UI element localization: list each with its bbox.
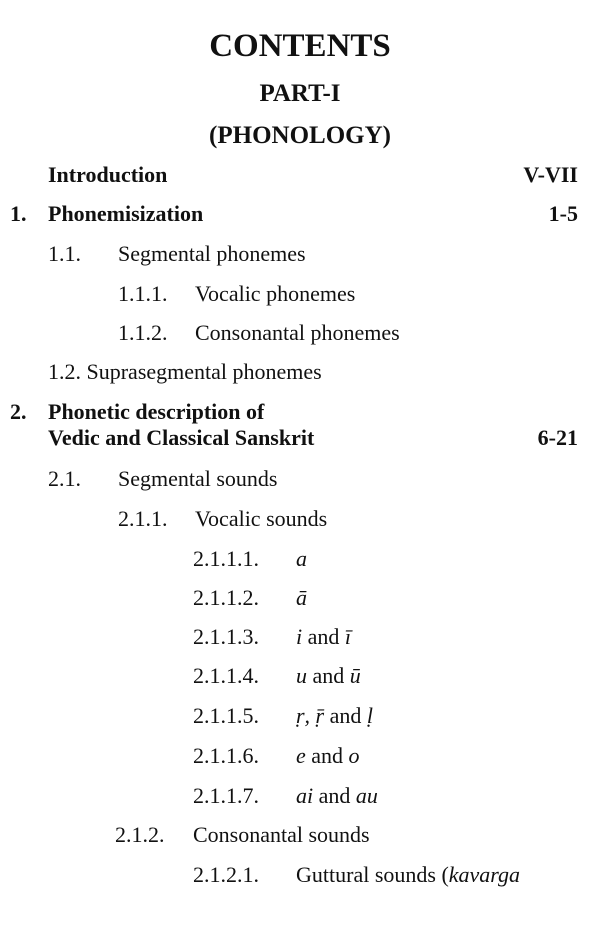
- toc-number: 2.1.1.: [118, 506, 168, 531]
- toc-label: [296, 624, 351, 650]
- toc-label: Vocalic phonemes: [195, 281, 356, 306]
- sanskrit-term: ū: [349, 663, 361, 688]
- toc-label-line-1: Phonetic description of: [48, 399, 265, 424]
- toc-number: 1.1.2.: [118, 320, 168, 345]
- toc-label: [296, 546, 307, 572]
- sanskrit-term: au: [355, 783, 378, 808]
- toc-label: [296, 663, 361, 689]
- toc-number: 2.1.1.6.: [193, 743, 259, 768]
- toc-number: 1.: [10, 201, 27, 226]
- toc-number: 1.1.1.: [118, 281, 168, 306]
- toc-label: Introduction: [48, 162, 168, 187]
- label-text: Guttural sounds (: [296, 862, 449, 887]
- toc-label: Consonantal phonemes: [195, 320, 400, 345]
- conjunction: and: [305, 743, 349, 768]
- sanskrit-term: ḷ: [366, 703, 374, 728]
- toc-number: 2.1.1.2.: [193, 585, 259, 610]
- page-title: CONTENTS: [209, 28, 391, 64]
- toc-label: 1.2. Suprasegmental phonemes: [48, 359, 322, 384]
- toc-label: Segmental phonemes: [118, 241, 306, 266]
- sanskrit-term: a: [296, 546, 307, 571]
- toc-number: 2.: [10, 399, 27, 424]
- toc-number: 2.1.2.: [115, 822, 165, 847]
- toc-page-range: 1-5: [548, 201, 578, 226]
- toc-label: Consonantal sounds: [193, 822, 370, 847]
- toc-number: 2.1.2.1.: [193, 862, 259, 887]
- toc-label: Segmental sounds: [118, 466, 278, 491]
- toc-label: [296, 743, 360, 769]
- sanskrit-term: i: [296, 624, 303, 649]
- sanskrit-term: ā: [296, 585, 307, 610]
- toc-label: [296, 783, 378, 809]
- sanskrit-term: o: [348, 743, 360, 768]
- toc-number: 2.1.: [48, 466, 81, 491]
- conjunction: and: [313, 783, 356, 808]
- sanskrit-term: kavarga: [448, 862, 521, 887]
- part-heading: PART-I: [259, 80, 341, 107]
- toc-page-range: V-VII: [523, 162, 578, 187]
- toc-number: 1.1.: [48, 241, 81, 266]
- toc-label: Phonemisization: [48, 201, 204, 226]
- sanskrit-term: ī: [344, 624, 352, 649]
- toc-number: 2.1.1.7.: [193, 783, 259, 808]
- toc-number: 2.1.1.4.: [193, 663, 259, 688]
- toc-label-line-2: Vedic and Classical Sanskrit: [48, 425, 315, 450]
- toc-label: [296, 862, 520, 888]
- conjunction: and: [302, 624, 345, 649]
- toc-label: Vocalic sounds: [195, 506, 328, 531]
- toc-number: 2.1.1.5.: [193, 703, 259, 728]
- toc-label: [296, 703, 373, 729]
- toc-label: [296, 585, 307, 611]
- toc-number: 2.1.1.1.: [193, 546, 259, 571]
- toc-number: 2.1.1.3.: [193, 624, 259, 649]
- sanskrit-term: u: [296, 663, 307, 688]
- sanskrit-term: e: [296, 743, 306, 768]
- sanskrit-term: ṛ, ṝ: [296, 703, 325, 728]
- section-heading: (PHONOLOGY): [209, 122, 391, 149]
- conjunction: and: [324, 703, 367, 728]
- conjunction: and: [307, 663, 350, 688]
- sanskrit-term: ai: [296, 783, 314, 808]
- toc-page-range: 6-21: [537, 425, 578, 450]
